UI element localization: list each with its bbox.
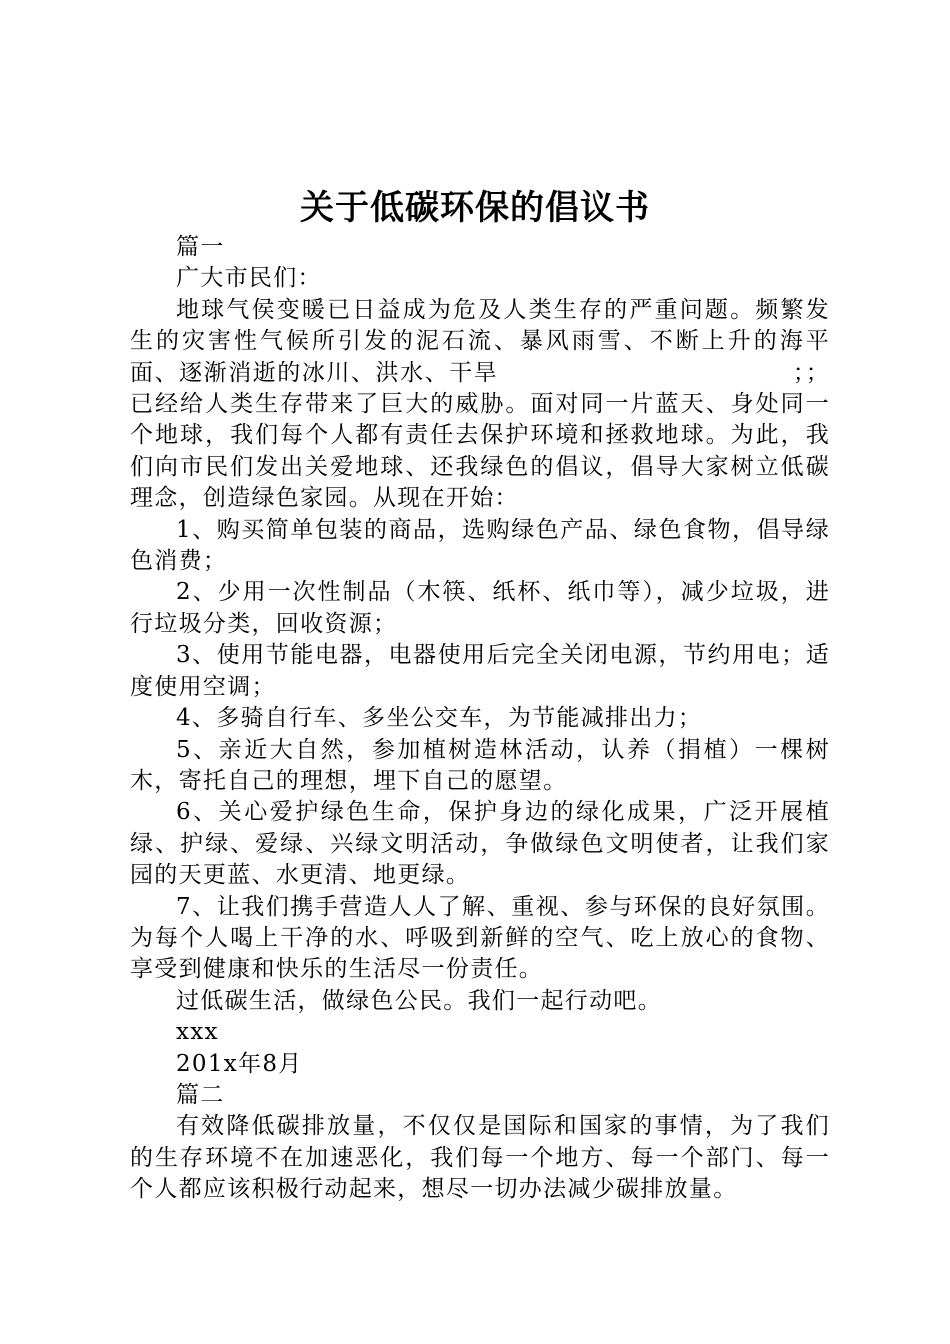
- section-2-paragraph: 有效降低碳排放量，不仅仅是国际和国家的事情，为了我们的生存环境不在加速恶化，我们每一个地方、每一个部门、每一个人都应该积极行动起来，想尽一切办法减少碳排放量。: [130, 1113, 830, 1203]
- closing-call: 过低碳生活，做绿色公民。我们一起行动吧。: [176, 987, 662, 1014]
- intro-paragraph: 地球气侯变暖已日益成为危及人类生存的严重问题。频繁发生的灾害性气候所引发的泥石流、暴风雨雪、不断上升的海平面、逐渐消逝的冰川、洪水、干旱 ；；已经给人类生存带来了巨大的威胁。面对同一片蓝天、身处同一个地球，我们每个人都有责任去保护环境和拯救地球。为此，我们向市民们发出关爱地球、还我绿色的倡议，倡导大家树立低碳理念，创造绿色家园。从现在开始：: [130, 296, 830, 512]
- signature: xxx: [176, 1019, 219, 1046]
- proposal-item-4: 4、多骑自行车、多坐公交车，为节能减排出力；: [176, 705, 703, 732]
- proposal-item-7: 7、让我们携手营造人人了解、重视、参与环保的良好氛围。为每个人喝上干净的水、呼吸到新鲜的空气、吃上放心的食物、享受到健康和快乐的生活尽一份责任。: [130, 893, 830, 983]
- date-line: 201x年8月: [176, 1050, 303, 1077]
- salutation: 广大市民们：: [176, 265, 322, 292]
- section-heading-2: 篇二: [176, 1081, 225, 1108]
- document-body: [130, 232, 830, 1206]
- document-title: 关于低碳环保的倡议书: [300, 188, 650, 228]
- section-heading-1: 篇一: [176, 234, 225, 260]
- proposal-item-5: 5、亲近大自然，参加植树造林活动，认养（捐植）一棵树木，寄托自己的理想，埋下自己的愿望。: [130, 736, 830, 794]
- proposal-item-1: 1、购买简单包装的商品，选购绿色产品、绿色食物，倡导绿色消费；: [130, 516, 830, 575]
- proposal-item-2: 2、少用一次性制品（木筷、纸杯、纸巾等），减少垃圾，进行垃圾分类，回收资源；: [130, 579, 830, 637]
- proposal-item-6: 6、关心爱护绿色生命，保护身边的绿化成果，广泛开展植绿、护绿、爱绿、兴绿文明活动，争做绿色文明使者，让我们家园的天更蓝、水更清、地更绿。: [130, 799, 830, 889]
- proposal-item-3: 3、使用节能电器，电器使用后完全关闭电源，节约用电；适度使用空调；: [130, 642, 830, 700]
